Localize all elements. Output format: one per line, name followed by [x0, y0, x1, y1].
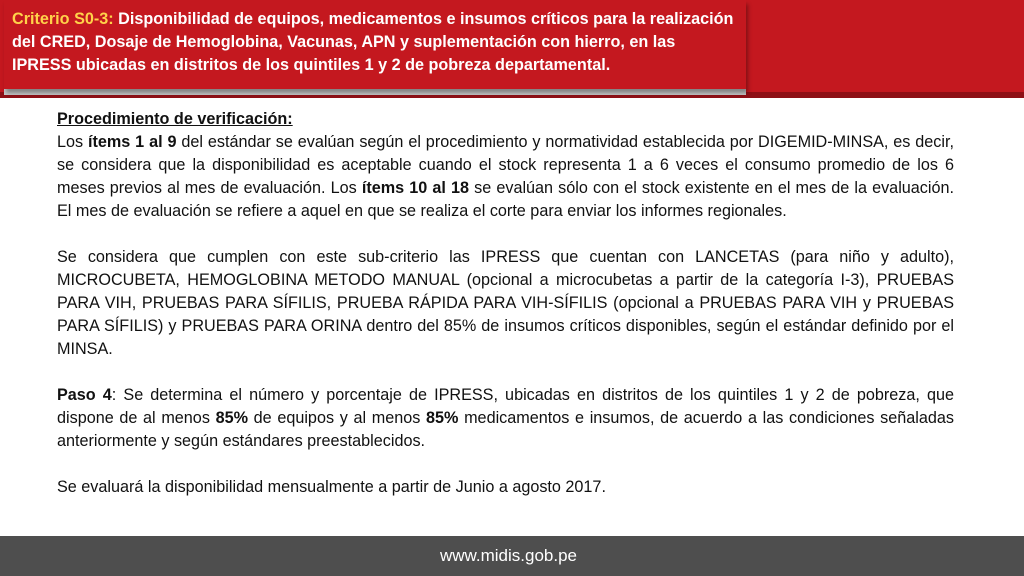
footer-url-link[interactable]: www.midis.gob.pe: [440, 546, 578, 565]
p3-bold-percent-1: 85%: [215, 409, 248, 427]
paragraph-step-4: [57, 384, 954, 453]
slide-title: [12, 8, 736, 77]
p3-text-1: : Se determina el número y porcentaje de IPRESS, ubicadas en distritos de los quintiles 1 y 2 de pobreza, que dispone de al menos: [57, 386, 954, 427]
section-heading: Procedimiento de verificación:: [57, 110, 293, 128]
slide-title-criterion: Criterio S0-3:: [12, 10, 114, 28]
slide-title-text: Disponibilidad de equipos, medicamentos e insumos críticos para la realización del CRED, Dosaje de Hemoglobina, Vacunas, APN y suplementación con hierro, en las IPRESS ubicadas en distritos de los quintiles 1 y 2 de pobreza departamental.: [12, 10, 734, 74]
paragraph-gap: [57, 453, 954, 476]
p3-bold-step: Paso 4: [57, 386, 112, 404]
p1-text-3: se evalúan sólo con el stock existente en el mes de la evaluación. El mes de evaluación se refiere a aquel en que se realiza el corte para enviar los informes regionales.: [57, 179, 954, 220]
p1-bold-items-10-18: ítems 10 al 18: [361, 179, 470, 197]
paragraph-criteria: Se considera que cumplen con este sub-criterio las IPRESS que cuentan con LANCETAS (para niño y adulto), MICROCUBETA, HEMOGLOBINA METODO MANUAL (opcional a microcubetas a partir de la categoría I-3), PRUEBAS PARA VIH, PRUEBAS PARA SÍFILIS, PRUEBA RÁPIDA PARA VIH-SÍFILIS (opcional a PRUEBAS PARA VIH y PRUEBAS PARA SÍFILIS) y PRUEBAS PARA ORINA dentro del 85% de insumos críticos disponibles, según el estándar definido por el MINSA.: [57, 248, 954, 358]
p1-bold-items-1-9: ítems 1 al 9: [88, 133, 177, 151]
p3-bold-percent-2: 85%: [426, 409, 459, 427]
footer-bar: [0, 536, 1024, 576]
title-box: [4, 0, 746, 89]
paragraph-gap: [57, 361, 954, 384]
paragraph-evaluation-period: Se evaluará la disponibilidad mensualmente a partir de Junio a agosto 2017.: [57, 478, 606, 496]
paragraph-gap: [57, 223, 954, 246]
slide-body: [57, 108, 954, 499]
paragraph-procedure: [57, 131, 954, 223]
p3-text-2: de equipos y al menos: [247, 409, 426, 427]
p3-text-3: medicamentos e insumos, de acuerdo a las condiciones señaladas anteriormente y según estándares preestablecidos.: [57, 409, 954, 450]
p1-text-2: del estándar se evalúan según el procedimiento y normatividad establecida por DIGEMID-MINSA, es decir, se considera que la disponibilidad es aceptable cuando el stock representa 1 a 6 veces el consumo promedio de los 6 meses previos al mes de evaluación. Los: [57, 133, 954, 197]
title-box-strip: [4, 89, 746, 95]
p1-text-1: Los: [57, 133, 88, 151]
